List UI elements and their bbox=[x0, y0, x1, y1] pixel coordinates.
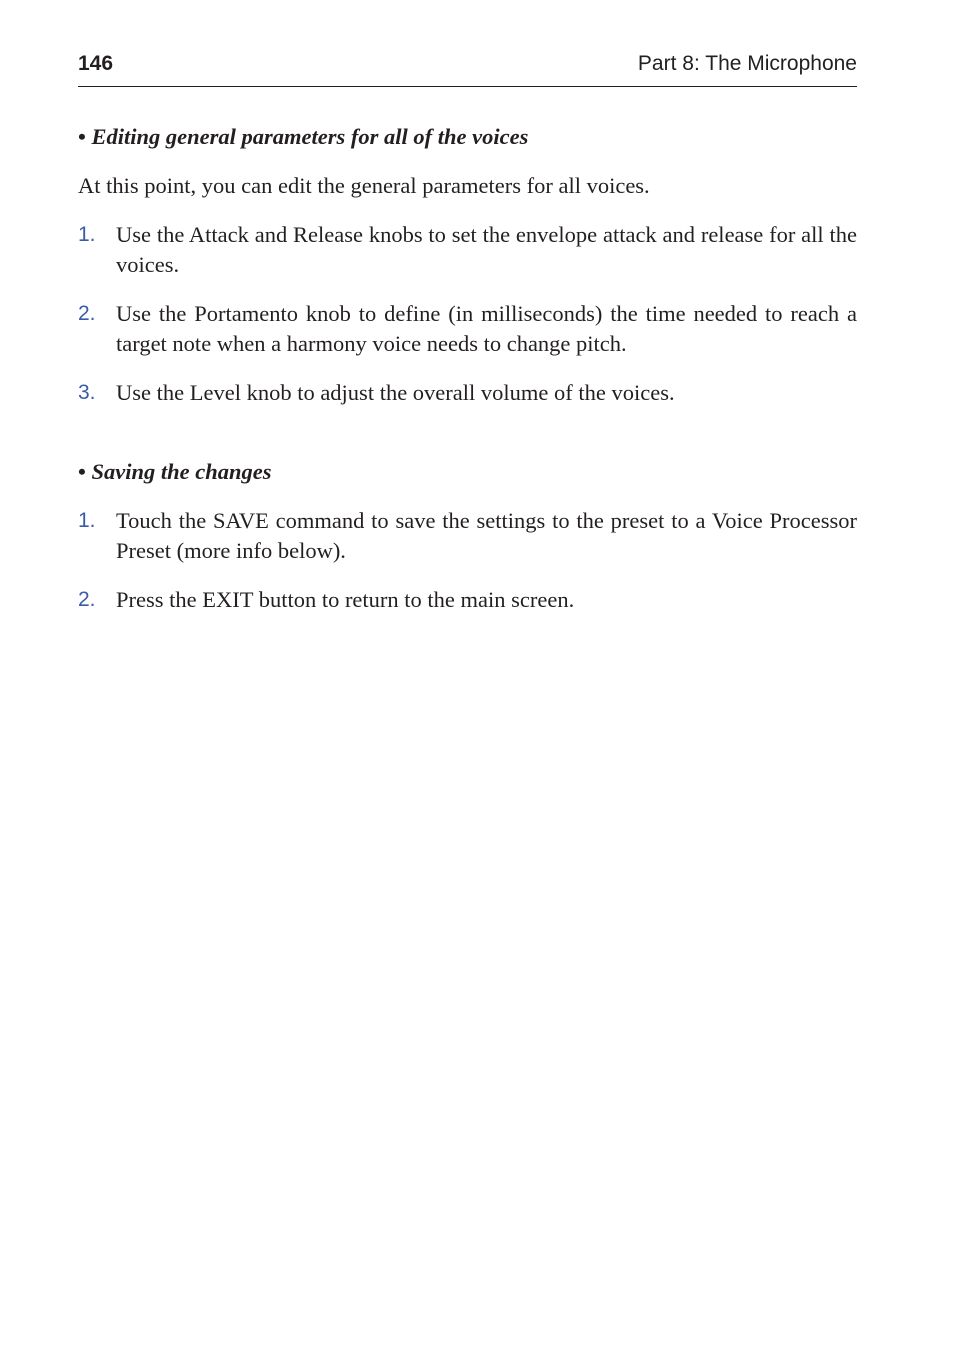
steps-list bbox=[78, 220, 857, 408]
page-number: 146 bbox=[78, 52, 114, 75]
section-editing-general-parameters bbox=[78, 122, 857, 408]
page-header bbox=[78, 52, 857, 87]
list-item bbox=[78, 299, 857, 359]
steps-list bbox=[78, 506, 857, 615]
step-number: 2. bbox=[78, 588, 96, 611]
bullet-icon: • bbox=[78, 459, 86, 484]
step-text: Use the Attack and Release knobs to set the envelope attack and release for all the voices. bbox=[116, 222, 857, 277]
section-heading-text: Saving the changes bbox=[91, 459, 272, 484]
step-text: Press the EXIT button to return to the main screen. bbox=[116, 587, 575, 612]
intro-paragraph: At this point, you can edit the general parameters for all voices. bbox=[78, 173, 650, 198]
step-text: Use the Level knob to adjust the overall volume of the voices. bbox=[116, 380, 675, 405]
bullet-icon: • bbox=[78, 124, 86, 149]
manual-page bbox=[78, 0, 857, 1354]
list-item bbox=[78, 378, 857, 408]
list-item bbox=[78, 585, 857, 615]
list-item bbox=[78, 220, 857, 280]
step-text: Touch the SAVE command to save the settings to the preset to a Voice Processor Preset (more info below). bbox=[116, 508, 857, 563]
step-number: 1. bbox=[78, 509, 96, 532]
section-saving-changes bbox=[78, 457, 857, 615]
running-title: Part 8: The Microphone bbox=[637, 52, 857, 75]
step-number: 2. bbox=[78, 302, 96, 325]
section-heading-text: Editing general parameters for all of the voices bbox=[91, 124, 529, 149]
section-heading bbox=[78, 457, 857, 487]
step-text: Use the Portamento knob to define (in milliseconds) the time needed to reach a target note when a harmony voice needs to change pitch. bbox=[116, 301, 857, 356]
section-heading bbox=[78, 122, 857, 152]
section-spacer bbox=[78, 427, 857, 457]
step-number: 3. bbox=[78, 381, 96, 404]
list-item bbox=[78, 506, 857, 566]
page-content bbox=[78, 122, 857, 634]
step-number: 1. bbox=[78, 223, 96, 246]
